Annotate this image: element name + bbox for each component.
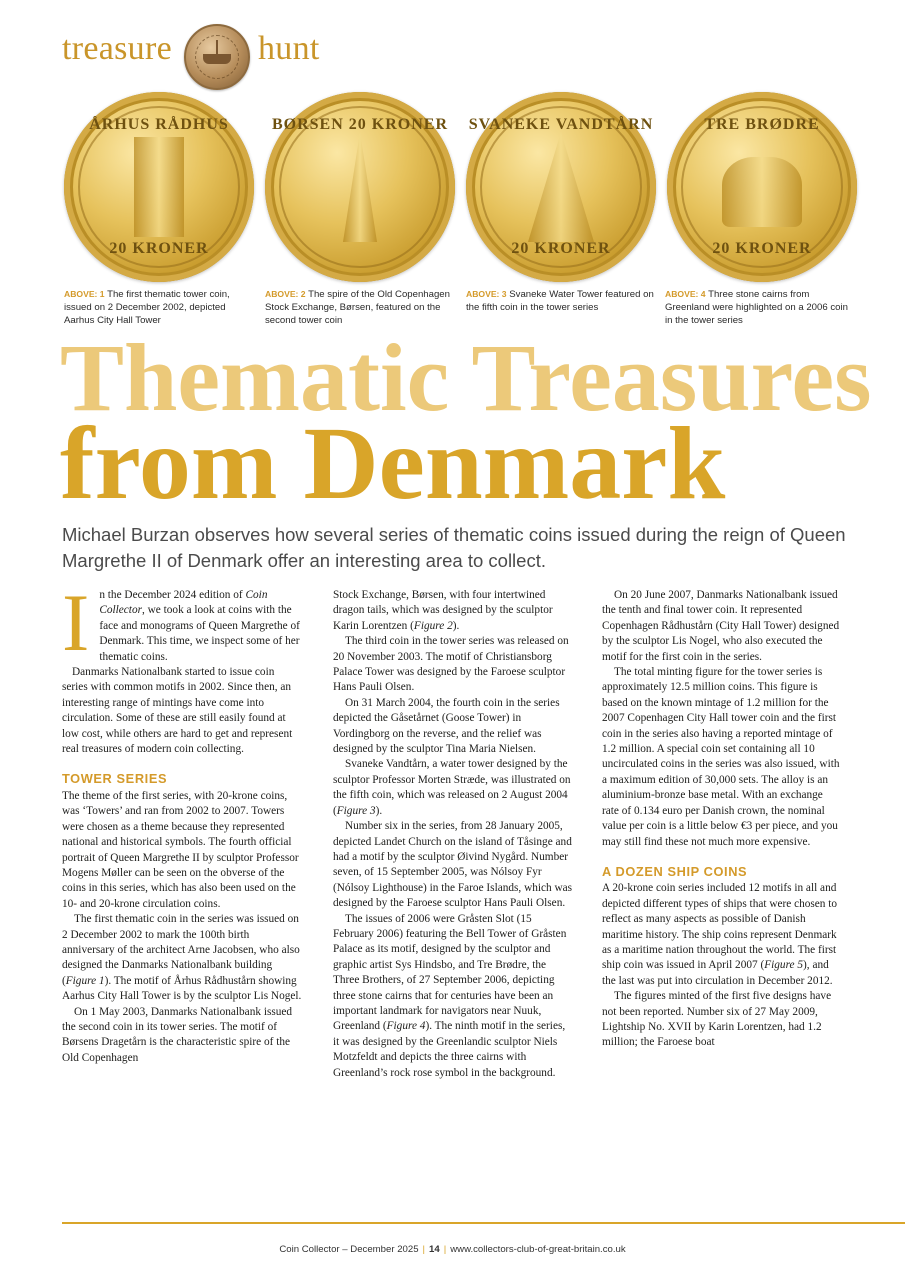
- drop-cap: I: [62, 577, 90, 668]
- coin-legend-bottom: 20 KRONER: [511, 240, 611, 257]
- article-paragraph: The figures minted of the first five designs have not been reported. Number six of 27 May 2009, Lightship No. XVII by Karin Lorentzen, had 1.2 million; the Faroese boat: [602, 990, 832, 1049]
- header-word-hunt: hunt: [258, 30, 320, 67]
- text-run: Stock Exchange, Børsen, with four intertwined dragon tails, which was designed by the sculptor Karin Lorentzen (: [333, 589, 553, 632]
- standfirst: Michael Burzan observes how several series of thematic coins issued during the reign of Queen Margrethe II of Denmark offer an interesting area to collect.: [62, 524, 846, 571]
- figure-caption-2: [265, 288, 455, 327]
- article-paragraph: On 31 March 2004, the fourth coin in the series depicted the Gåsetårnet (Goose Tower) in Vordingborg on the reverse, and the relief was designed by the sculptor Tina Maria Nielsen.: [333, 696, 560, 756]
- article-paragraph: [333, 757, 573, 819]
- page-number: 14: [429, 1244, 440, 1255]
- header-word-treasure: treasure: [62, 30, 172, 67]
- page-footer: Coin Collector – December 2025 | 14 | www.collectors-club-of-great-britain.co.uk: [279, 1244, 626, 1255]
- article-column-3: [602, 588, 842, 1051]
- text-run: ). The ninth motif in the series, it was designed by the Greenlandic sculptor Niels Motzfeldt and depicts the three cairns with Greenland’s rock rose symbol in the background.: [333, 1020, 566, 1079]
- text-run-italic: Coin Collector: [99, 589, 268, 617]
- subheading-tower-series: TOWER SERIES: [62, 771, 168, 787]
- article-title-line-2: from Denmark: [60, 406, 726, 521]
- article-paragraph: [333, 588, 573, 634]
- text-run: ). The motif of Århus Rådhustårn showing Aarhus City Hall Tower is by the sculptor Lis Nogel.: [62, 974, 302, 1003]
- coin-image-aarhus: [64, 92, 254, 282]
- caption-label: ABOVE: 4: [665, 289, 706, 299]
- article-column-1: [62, 577, 302, 1066]
- coin-legend-top: BØRSEN 20 KRONER: [271, 116, 449, 133]
- coin-legend-bottom: 20 KRONER: [712, 240, 812, 257]
- text-run: Svaneke Vandtårn, a water tower designed by the sculptor Professor Morten Stræde, was illustrated on the fifth coin, which was released on 2 August 2004 (: [333, 758, 571, 817]
- text-run: , we took a look at coins with the face and monograms of Queen Margrethe of Denmark. This time, we inspect some of her thematic coins.: [99, 604, 300, 663]
- figure-caption-4: [665, 288, 855, 327]
- article-paragraph: The total minting figure for the tower series is approximately 12.5 million coins. This figure is based on the known mintage of 1.2 million for the 2007 Copenhagen City Hall tower coin and the first coin in the series also having a reported mintage of 1.2 million. A special coin set containing all 10 uncirculated coins in the series was also issued, with a maximum edition of 30,000 sets. The alloy is an aluminium-bronze base metal. With an exchange rate of 0.134 euro per Danish crown, the nominal value per coin is a little below €3 per piece, and you may still find these not much more expensive.: [602, 666, 840, 848]
- figure-caption-3: [466, 288, 656, 314]
- text-run-italic: Figure 3: [336, 804, 376, 817]
- text-run: A 20-krone coin series included 12 motifs in all and depicted different types of ships that were chosen to reflect as many aspects as possible of Danish maritime history. The ship coins represent Denmark as a maritime nation throughout the world. The first ship coin was issued in April 2007 (: [602, 882, 838, 972]
- article-paragraph: [62, 912, 302, 1004]
- caption-label: ABOVE: 2: [265, 289, 306, 299]
- article-paragraph: The third coin in the tower series was released on 20 November 2003. The motif of Christiansborg Palace Tower was designed by the Faroese sculptor Hans Pauli Olsen.: [333, 635, 569, 694]
- coin-legend-bottom: 20 KRONER: [109, 240, 209, 257]
- text-run-italic: Figure 2: [413, 619, 453, 632]
- text-run: ), and the last was put into circulation in December 2012.: [602, 959, 833, 987]
- article-paragraph: [602, 881, 842, 989]
- text-run: ).: [452, 619, 460, 632]
- text-run-italic: Figure 1: [65, 974, 105, 987]
- footer-divider: [62, 1222, 905, 1224]
- caption-label: ABOVE: 1: [64, 289, 105, 299]
- coin-image-tre-brodre: [667, 92, 857, 282]
- coin-image-borsen: [265, 92, 455, 282]
- caption-text: Svaneke Water Tower featured on the fifth coin in the tower series: [466, 289, 654, 313]
- caption-text: Three stone cairns from Greenland were highlighted on a 2006 coin in the tower series: [665, 289, 848, 326]
- text-run: The first thematic coin in the series was issued on 2 December 2002 to mark the 100th birth anniversary of the architect Arne Jacobsen, who also designed the Danmarks Nationalbank building (: [62, 913, 300, 987]
- coin-image-svaneke: [466, 92, 656, 282]
- article-column-2: [333, 588, 573, 1081]
- footer-url: www.collectors-club-of-great-britain.co.uk: [450, 1244, 626, 1255]
- article-paragraph: [333, 912, 573, 1081]
- article-paragraph: [62, 577, 302, 668]
- section-header: [62, 24, 382, 94]
- coin-legend-top: SVANEKE VANDTÅRN: [468, 116, 654, 133]
- figure-caption-1: [64, 288, 254, 327]
- text-run-italic: Figure 5: [764, 959, 804, 972]
- coin-legend-top: ÅRHUS RÅDHUS: [89, 116, 229, 133]
- text-run-italic: Figure 4: [386, 1020, 426, 1033]
- article-title-line-1: Thematic Treasures: [60, 324, 872, 431]
- coin-badge-icon: [184, 24, 250, 90]
- subheading-ship-coins: A DOZEN SHIP COINS: [602, 863, 748, 879]
- article-paragraph: On 1 May 2003, Danmarks Nationalbank issued the second coin in its tower series. The motif of Børsens Dragetårn is the characteristic spire of the Old Copenhagen: [62, 1005, 293, 1064]
- footer-magazine: Coin Collector – December 2025: [279, 1244, 419, 1255]
- coin-legend-top: TRE BRØDRE: [704, 116, 820, 133]
- article-paragraph: Number six in the series, from 28 January 2005, depicted Landet Church on the island of Tåsinge and had a motif by the sculptor Øivind Nygård. Number seven, of 15 September 2005, was Nólsoy Fyr (Nólsoy Lighthouse) in the Faroe Islands, which was designed by the Faroese sculptor Hans Pauli Olsen.: [333, 820, 573, 910]
- text-run: n the December 2024 edition of: [99, 589, 246, 601]
- caption-label: ABOVE: 3: [466, 289, 507, 299]
- text-run: ).: [375, 804, 383, 817]
- caption-text: The spire of the Old Copenhagen Stock Exchange, Børsen, featured on the second tower coin: [265, 289, 450, 326]
- text-run: The issues of 2006 were Gråsten Slot (15 February 2006) featuring the Bell Tower of Gråsten Palace as its motif, designed by the sculptor and graphic artist Sys Hindsbo, and Tre Brødre, the Three Brothers, of 27 September 2006, depicting three stone cairns that for centuries have been an important landmark for navigators near Nuuk, Greenland (: [333, 912, 567, 1033]
- article-paragraph: The theme of the first series, with 20-krone coins, was ‘Towers’ and ran from 2002 to 2007. Towers were chosen as a theme because they represented national and historical symbols. The fourth official portrait of Queen Margrethe II by sculptor Professor Mogens Møller can be seen on the obverse of the coins in this series, which has also been used on the 10- and 20-krone circulation coins.: [62, 789, 299, 910]
- caption-text: The first thematic tower coin, issued on 2 December 2002, depicted Aarhus City Hall Tower: [64, 289, 230, 326]
- article-paragraph: On 20 June 2007, Danmarks Nationalbank issued the tenth and final tower coin. It represented Copenhagen Rådhustårn (City Hall Tower) designed by the sculptor Lis Nogel, who also executed the motif for the first coin in the series.: [602, 589, 840, 663]
- article-paragraph: Danmarks Nationalbank started to issue coin series with common motifs in 2002. Since then, an interesting range of mintings have come into circulation. Some of these are still easily found at low cost, while others are hard to get and represent real treasures of modern coin collecting.: [62, 666, 293, 756]
